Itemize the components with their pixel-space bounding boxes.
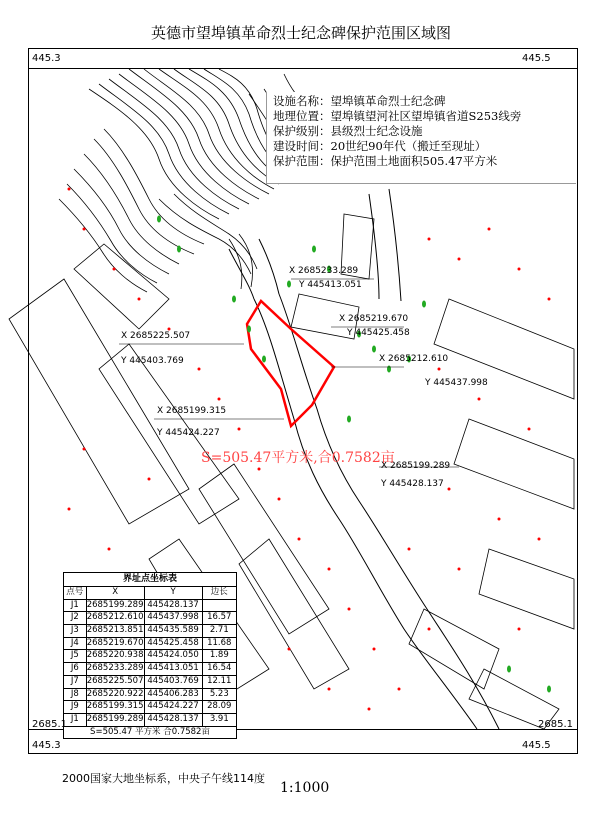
- cell-x: 2685199.289: [86, 599, 144, 610]
- cell-x: 2685213.851: [86, 625, 144, 636]
- cell-point: J1: [64, 714, 87, 726]
- cell-x: 2685233.289: [86, 663, 144, 674]
- header-x: X: [87, 587, 145, 599]
- cell-point: J1: [64, 600, 87, 612]
- coord-label-j6-y: Y 445413.051: [299, 280, 362, 290]
- map-title: 英德市望埠镇革命烈士纪念碑保护范围区域图: [150, 24, 451, 42]
- cell-length: 2.71: [209, 625, 229, 636]
- cell-length: 5.23: [209, 688, 229, 699]
- table-row: [64, 701, 236, 714]
- cell-y: 445437.998: [145, 612, 203, 624]
- cell-x: 2685220.938: [86, 650, 144, 661]
- cell-y: 445403.769: [145, 676, 203, 688]
- table-row: [64, 625, 236, 638]
- cell-length: 3.91: [209, 713, 229, 724]
- cell-length: 1.89: [209, 650, 229, 661]
- cell-x: 2685212.610: [86, 612, 144, 623]
- corner-bottom-left-y: 2685.1: [32, 719, 67, 730]
- cell-y: 445428.137: [145, 714, 203, 726]
- info-box: [266, 92, 576, 184]
- header-y: Y: [145, 587, 203, 599]
- table-row: [64, 689, 236, 702]
- cell-x: 2685199.289: [86, 713, 144, 724]
- cell-point: J9: [64, 701, 87, 713]
- cell-x: 2685199.315: [86, 701, 144, 712]
- info-scope: 保护范围：保护范围土地面积505.47平方米: [273, 154, 498, 168]
- cell-x: 2685220.922: [86, 688, 144, 699]
- coord-label-j1-x: X 2685199.289: [381, 461, 451, 471]
- cell-point: J7: [64, 676, 87, 688]
- coord-label-j7-y: Y 445403.769: [121, 356, 184, 366]
- coord-label-j2-x: X 2685212.610: [379, 354, 449, 364]
- header-point: 点号: [64, 587, 87, 599]
- cell-length: 12.11: [207, 675, 232, 686]
- coord-label-j4-y: Y 445425.458: [347, 328, 410, 338]
- table-header-row: [64, 587, 236, 600]
- coordinate-system-note: 2000国家大地坐标系，中央子午线114度: [62, 772, 265, 785]
- coord-label-j1-y: Y 445428.137: [381, 479, 444, 489]
- table-summary: S=505.47 平方米 合0.7582亩: [90, 726, 210, 737]
- cell-y: 445424.050: [145, 650, 203, 662]
- area-label: S=505.47平方米,合0.7582亩: [201, 450, 395, 466]
- cell-x: 2685219.670: [86, 637, 144, 648]
- boundary-coordinate-table: [63, 572, 237, 739]
- coord-label-j9-y: Y 445424.227: [157, 428, 220, 438]
- table-row: [64, 638, 236, 651]
- coord-label-j7-x: X 2685225.507: [121, 331, 191, 341]
- cell-y: 445424.227: [145, 701, 203, 713]
- info-level: 保护级别：县级烈士纪念设施: [273, 124, 423, 138]
- cell-y: 445413.051: [145, 663, 203, 675]
- cell-length: 16.57: [207, 612, 232, 623]
- table-row: [64, 650, 236, 663]
- table-summary-row: [64, 727, 236, 739]
- cell-length: [203, 600, 236, 612]
- coord-leaders: [119, 279, 459, 467]
- table-row: [64, 663, 236, 676]
- coord-label-j2-y: Y 445437.998: [425, 378, 488, 388]
- cell-y: 445406.283: [145, 689, 203, 701]
- cell-length: 11.68: [207, 637, 232, 648]
- coord-label-j9-x: X 2685199.315: [157, 406, 227, 416]
- cell-length: 16.54: [207, 663, 232, 674]
- corner-top-left-x: 445.3: [32, 53, 61, 64]
- scale-label: 1:1000: [280, 780, 330, 796]
- cell-point: J3: [64, 625, 87, 637]
- table-row: [64, 714, 236, 727]
- cell-point: J5: [64, 650, 87, 662]
- coord-label-j6-x: X 2685233.289: [289, 266, 359, 276]
- cell-point: J6: [64, 663, 87, 675]
- corner-top-right-x: 445.5: [522, 53, 551, 64]
- cell-y: 445435.589: [145, 625, 203, 637]
- header-length: 边长: [210, 587, 228, 597]
- corner-bottom-right-x: 445.5: [522, 740, 551, 751]
- cell-length: 28.09: [207, 701, 232, 712]
- cell-point: J8: [64, 689, 87, 701]
- info-name: 设施名称：望埠镇革命烈士纪念碑: [273, 94, 446, 108]
- cell-point: J4: [64, 638, 87, 650]
- cell-y: 445425.458: [145, 638, 203, 650]
- corner-bottom-right-y: 2685.1: [538, 719, 573, 730]
- info-built: 建设时间：20世纪90年代（搬迁至现址）: [273, 139, 487, 153]
- cell-y: 445428.137: [145, 600, 203, 612]
- table-row: [64, 600, 236, 613]
- cell-point: J2: [64, 612, 87, 624]
- cell-x: 2685225.507: [86, 675, 144, 686]
- info-location: 地理位置：望埠镇望河社区望埠镇省道S253线旁: [273, 109, 522, 123]
- table-title: 界址点坐标表: [64, 573, 236, 587]
- corner-bottom-left-x: 445.3: [32, 740, 61, 751]
- table-row: [64, 676, 236, 689]
- table-row: [64, 612, 236, 625]
- coord-label-j4-x: X 2685219.670: [339, 314, 409, 324]
